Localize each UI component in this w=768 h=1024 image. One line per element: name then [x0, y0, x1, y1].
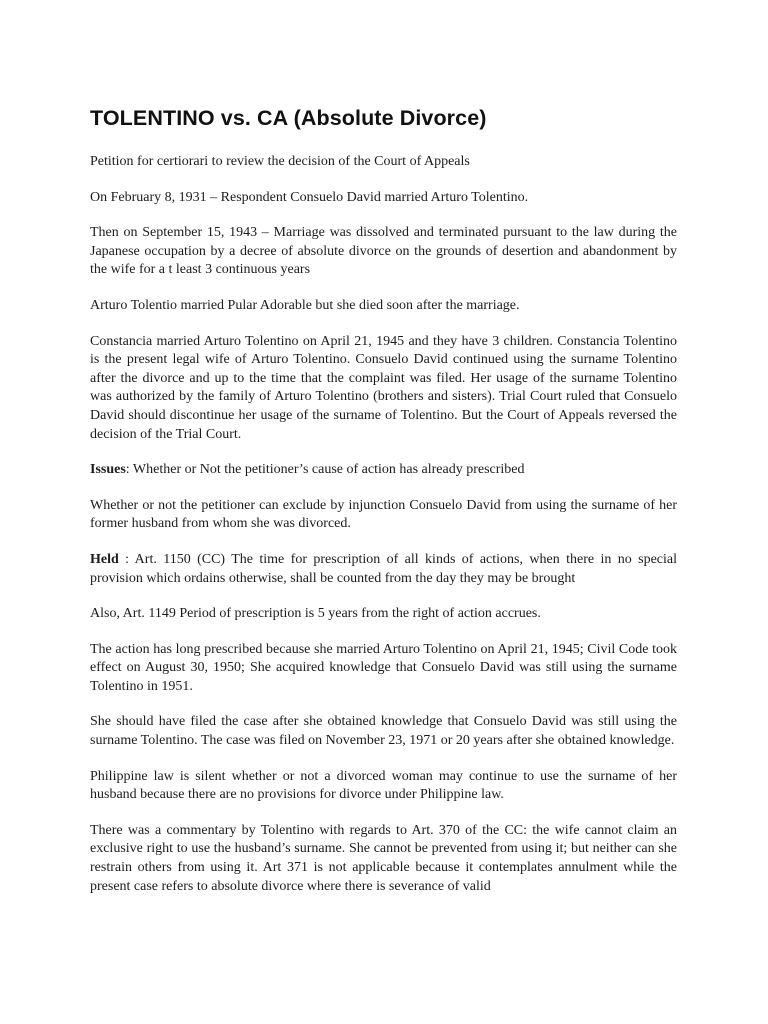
held-text: : Art. 1150 (CC) The time for prescription of all kinds of actions, when there in no special provision which ordains otherwise, shall be counted from the day they may be brought [90, 551, 677, 586]
held-label: Held [90, 551, 119, 567]
paragraph-philippine-law: Philippine law is silent whether or not a divorced woman may continue to use the surname of her husband because there are no provisions for divorce under Philippine law. [90, 768, 677, 803]
paragraph-injunction-issue: Whether or not the petitioner can exclude by injunction Consuelo David from using the surname of her former husband from whom she was divorced. [90, 497, 677, 532]
document-title: TOLENTINO vs. CA (Absolute Divorce) [90, 106, 487, 130]
paragraph-second-marriage: Arturo Tolentio married Pular Adorable but she died soon after the marriage. [90, 297, 520, 313]
paragraph-marriage-1931: On February 8, 1931 – Respondent Consuelo David married Arturo Tolentino. [90, 189, 529, 205]
paragraph-issues [90, 461, 677, 480]
paragraph-petition: Petition for certiorari to review the decision of the Court of Appeals [90, 154, 470, 169]
paragraph-held [90, 551, 677, 588]
issues-label: Issues [90, 462, 126, 478]
document-body [90, 103, 677, 913]
paragraph-commentary: There was a commentary by Tolentino with regards to Art. 370 of the CC: the wife cannot claim an exclusive right to use the husband’s surname. She cannot be prevented from using it; but neither can she restrain others from using it. Art 371 is not applicable because it contemplates annulment while the present case refers to absolute divorce where there is severance of valid [90, 822, 677, 894]
paragraph-filing: She should have filed the case after she obtained knowledge that Consuelo David was still using the surname Tolentino. The case was filed on November 23, 1971 or 20 years after she obtained knowledge. [90, 714, 677, 749]
paragraph-constancia: Constancia married Arturo Tolentino on April 21, 1945 and they have 3 children. Constancia Tolentino is the present legal wife of Arturo Tolentino. Consuelo David continued using the surname Tolentino after the divorce and up to the time that the complaint was filed. Her usage of the surname Tolentino was authorized by the family of Arturo Tolentino (brothers and sisters). Trial Court ruled that Consuelo David should discontinue her usage of the surname of Tolentino. But the Court of Appeals reversed the decision of the Trial Court. [90, 333, 677, 442]
paragraph-art-1149: Also, Art. 1149 Period of prescription is 5 years from the right of action accrues. [90, 606, 541, 622]
paragraph-prescribed: The action has long prescribed because she married Arturo Tolentino on April 21, 1945; Civil Code took effect on August 30, 1950; She acquired knowledge that Consuelo David was still using the surname Tolentino in 1951. [90, 641, 677, 694]
issues-text: : Whether or Not the petitioner’s cause of action has already prescribed [125, 462, 525, 478]
paragraph-divorce-1943: Then on September 15, 1943 – Marriage was dissolved and terminated pursuant to the law during the Japanese occupation by a decree of absolute divorce on the grounds of desertion and abandonment by the wife for a t least 3 continuous years [90, 225, 677, 278]
